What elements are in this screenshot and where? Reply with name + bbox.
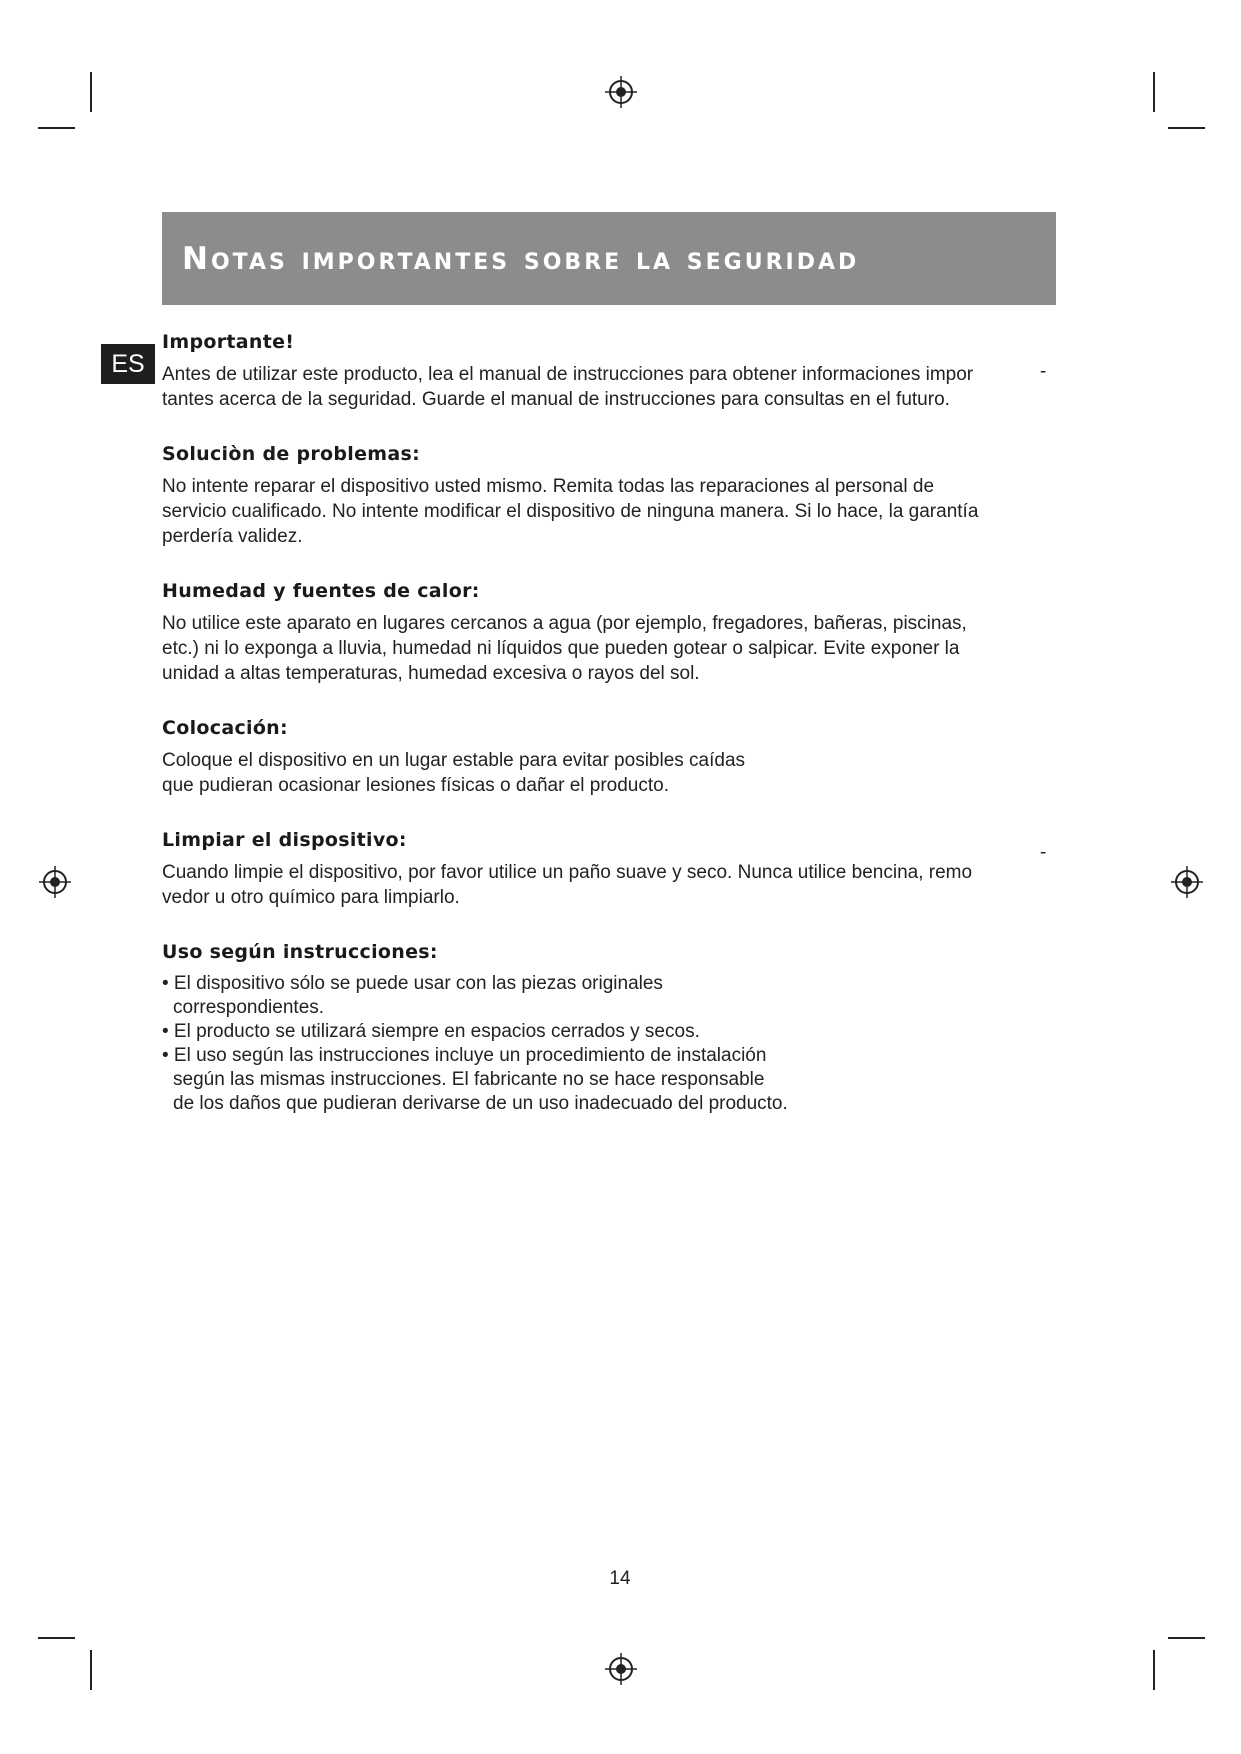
registration-mark-icon (604, 75, 638, 109)
section-heading: Importante! (162, 331, 295, 353)
language-tab: ES (101, 344, 155, 384)
hyphen-mark: - (1040, 361, 1047, 382)
section-heading: Humedad y fuentes de calor: (162, 580, 480, 602)
bullet-item-continuation: según las mismas instrucciones. El fabricante no se hace responsable (173, 1069, 765, 1090)
section-solucion-problemas (162, 442, 1062, 549)
bullet-item-continuation: de los daños que pudieran derivarse de un uso inadecuado del producto. (173, 1093, 788, 1114)
bullet-item: • El producto se utilizará siempre en espacios cerrados y secos. (162, 1021, 700, 1042)
hyphen-mark: - (1040, 842, 1047, 863)
body-text-line: servicio cualificado. No intente modificar el dispositivo de ninguna manera. Si lo hace, la garantía (162, 501, 979, 522)
crop-mark (1153, 1650, 1155, 1690)
crop-mark (90, 1650, 92, 1690)
body-text-line: Coloque el dispositivo en un lugar estable para evitar posibles caídas (162, 750, 746, 771)
bullet-item-continuation: correspondientes. (173, 997, 325, 1018)
bullet-item: • El dispositivo sólo se puede usar con las piezas originales (162, 973, 663, 994)
page-title: Notas importantes sobre la seguridad (182, 240, 860, 277)
registration-mark-icon (604, 1652, 638, 1686)
section-heading: Limpiar el dispositivo: (162, 829, 407, 851)
registration-mark-icon (38, 865, 72, 899)
body-text-line: tantes acerca de la seguridad. Guarde el manual de instrucciones para consultas en el futuro. (162, 389, 950, 410)
body-text-line: etc.) ni lo exponga a lluvia, humedad ni líquidos que pueden gotear o salpicar. Evite exponer la (162, 638, 960, 659)
section-heading: Soluciòn de problemas: (162, 443, 420, 465)
registration-mark-icon (1170, 865, 1204, 899)
section-heading: Colocación: (162, 717, 288, 739)
body-text-line: Cuando limpie el dispositivo, por favor utilice un paño suave y seco. Nunca utilice bencina, remo (162, 862, 973, 883)
body-text-line: vedor u otro químico para limpiarlo. (162, 887, 460, 908)
section-heading: Uso según instrucciones: (162, 941, 438, 963)
body-text-line: unidad a altas temperaturas, humedad excesiva o rayos del sol. (162, 663, 700, 684)
content (162, 330, 1062, 1146)
crop-mark (38, 127, 75, 129)
section-limpiar (162, 828, 1062, 910)
section-colocacion (162, 716, 1062, 798)
title-banner (162, 212, 1056, 305)
crop-mark (1153, 72, 1155, 112)
body-text-line: Antes de utilizar este producto, lea el manual de instrucciones para obtener informaciones impor (162, 364, 974, 385)
body-text-line: perdería validez. (162, 526, 303, 547)
body-text-line: que pudieran ocasionar lesiones físicas o dañar el producto. (162, 775, 669, 796)
crop-mark (38, 1637, 75, 1639)
bullet-item: • El uso según las instrucciones incluye un procedimiento de instalación (162, 1045, 767, 1066)
crop-mark (90, 72, 92, 112)
section-uso-instrucciones (162, 940, 1062, 1116)
crop-mark (1168, 1637, 1205, 1639)
page-number: 14 (609, 1568, 631, 1589)
section-humedad-calor (162, 579, 1062, 686)
section-importante (162, 330, 1062, 412)
crop-mark (1168, 127, 1205, 129)
body-text-line: No intente reparar el dispositivo usted mismo. Remita todas las reparaciones al personal de (162, 476, 935, 497)
body-text-line: No utilice este aparato en lugares cercanos a agua (por ejemplo, fregadores, bañeras, piscinas, (162, 613, 967, 634)
